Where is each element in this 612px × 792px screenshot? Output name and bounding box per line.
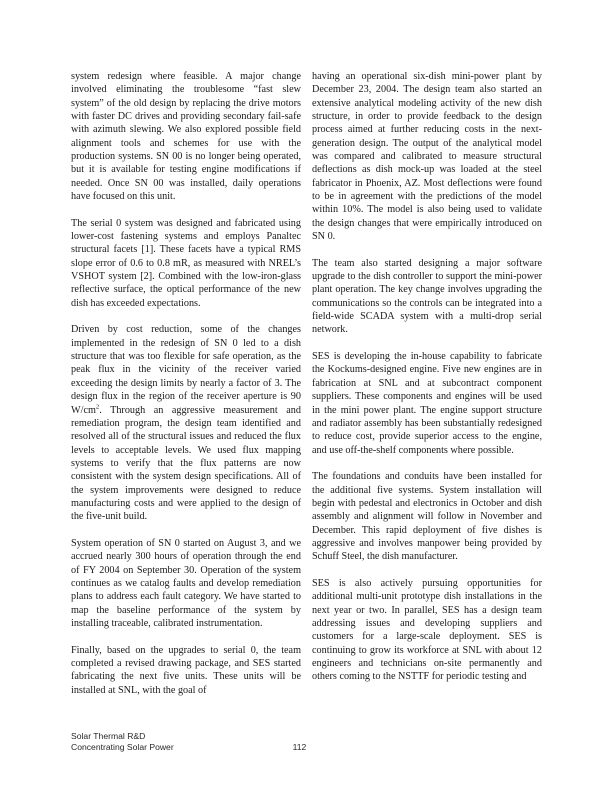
paragraph: SES is developing the in-house capability to fabricate the Kockums-designed engine. Five new engines are in fabrication at SNL and at subcontract component suppliers. These components and engines will be used in the mini power plant. The engine support structure and radiator assembly has been substantially redesigned to reduce cost, provide superior access to the engine, and use off-the-shelf components where possible. bbox=[312, 351, 542, 456]
left-column bbox=[71, 70, 301, 715]
superscript-exponent: 2 bbox=[95, 403, 100, 411]
page-number-wrapper bbox=[71, 742, 542, 753]
paragraph: SES is also actively pursuing opportunities for additional multi-unit prototype dish installations in the next year or two. In parallel, SES has a design team addressing issues and developing suppliers and customers for a large-scale deployment. SES is continuing to grow its workforce at SNL with about 12 engineers and technicians on-site permanently and others coming to the NSTTF for periodic testing and bbox=[312, 577, 542, 683]
footer-line-program: Solar Thermal R&D bbox=[71, 731, 146, 741]
two-column-body bbox=[71, 70, 542, 715]
right-column bbox=[312, 70, 542, 715]
paragraph: having an operational six-dish mini-power plant by December 23, 2004. The design team also started an extensive analytical modeling activity of the new dish structure, in order to provide feedback to the design process aimed at further reducing costs in the next-generation design. The output of the analytical model was compared and calibrated to measure structural deflections as dish mock-up was loaded at the steel fabricator in Phoenix, AZ. Most deflections were found to be in agreement with the predictions of the model within 10%. The model is also being used to validate the design changes that were empirically introduced on SN 0. bbox=[312, 71, 542, 243]
paragraph: System operation of SN 0 started on August 3, and we accrued nearly 300 hours of operation through the end of FY 2004 on September 30. Operation of the system continues as we catalog faults and develop remediation plans to address each fault category. We have started to map the baseline performance of the system by installing traceable, calibrated instrumentation. bbox=[71, 537, 301, 629]
paragraph-part-1: Driven by cost reduction, some of the changes implemented in the redesign of SN 0 led to a dish structure that was too flexible for safe operation, as the peak flux in the vicinity of the receiver varied exceeding the design limits by nearly a factor of 3. The design flux in the region of the receiver aperture is 90 W/cm bbox=[71, 324, 301, 416]
page-number: 112 bbox=[292, 742, 307, 753]
paragraph-part-2: . Through an aggressive measurement and remediation program, the design team identified and resolved all of the structural issues and reduced the flux levels to acceptable levels. We used flux mapping systems to verify that the flux patterns are now consistent with the system design specifications. All of the system improvements were designed to reduce manufacturing costs and were applied to the design of the five-unit build. bbox=[71, 404, 301, 523]
paragraph: The team also started designing a major software upgrade to the dish controller to support the mini-power plant operation. The key change involves upgrading the communications so the controls can be integrated into a field-wide SCADA system with a multi-drop serial network. bbox=[312, 257, 542, 336]
paragraph: system redesign where feasible. A major change involved eliminating the troublesome “fast slew system” of the old design by replacing the drive motors with faster DC drives and providing secondary fail-safe with azimuth slewing. We also explored possible field alignment tools and schemes for use with the production systems. SN 00 is no longer being operated, but it is available for testing engine modifications if needed. Once SN 00 was installed, daily operations have focused on this unit. bbox=[71, 71, 301, 203]
paragraph: The foundations and conduits have been installed for the additional five systems. System installation will begin with pedestal and electronics in October and dish assembly and alignment will follow in November and December. This rapid deployment of five dishes is aggressive and involves manpower being provided by Schuff Steel, the dish manufacturer. bbox=[312, 471, 542, 563]
paragraph: Finally, based on the upgrades to serial 0, the team completed a revised drawing package, and SES started fabricating the next five units. These units will be installed at SNL, with the goal of bbox=[71, 644, 301, 696]
paragraph: The serial 0 system was designed and fabricated using lower-cost fastening systems and employs Panaltec structural facets [1]. These facets have a typical RMS slope error of 0.6 to 0.8 mR, as measured with NREL’s VSHOT system [2]. Combined with the low-iron-glass reflective surface, the optical performance of the new dish has exceeded expectations. bbox=[71, 217, 301, 309]
paragraph bbox=[71, 323, 301, 523]
footer-line-subprogram: Concentrating Solar Power bbox=[71, 742, 174, 753]
page-footer bbox=[71, 731, 542, 754]
